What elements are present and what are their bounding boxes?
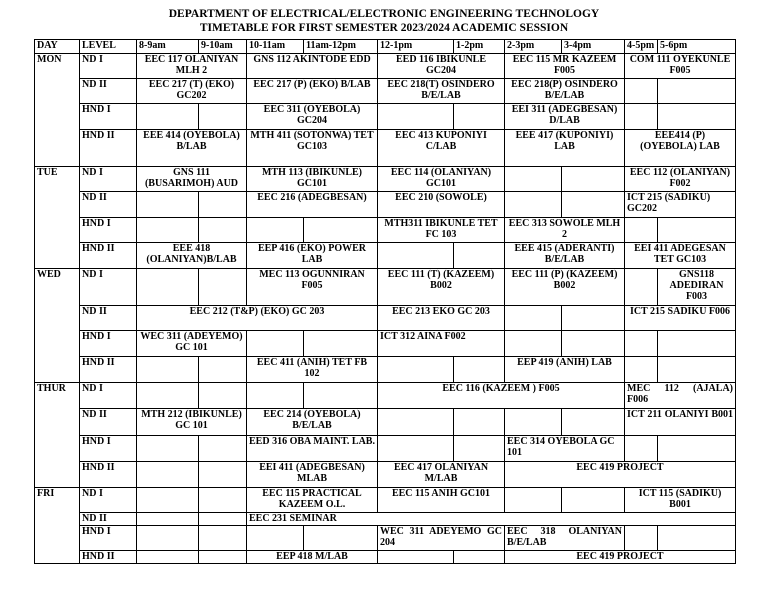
empty-cell [562, 331, 625, 357]
level-label: ND I [80, 54, 137, 79]
empty-cell [625, 436, 658, 462]
empty-cell [304, 331, 378, 357]
class-cell: EEC 417 OLANIYAN M/LAB [378, 462, 505, 488]
empty-cell [304, 526, 378, 551]
class-cell: ICT 211 OLANIYI B001 [625, 409, 736, 436]
day-friday: FRI [35, 488, 80, 564]
class-cell: EEC 115 PRACTICAL KAZEEM O.L. [247, 488, 378, 513]
empty-cell [562, 306, 625, 331]
empty-cell [562, 409, 625, 436]
day-wednesday: WED [35, 269, 80, 383]
level-label: ND II [80, 192, 137, 218]
empty-cell [199, 488, 247, 513]
table-row [35, 306, 736, 331]
level-label: ND I [80, 167, 137, 192]
class-cell: MTH 212 (IBIKUNLE) GC 101 [137, 409, 247, 436]
empty-cell [454, 357, 505, 383]
header-time: 1-2pm [454, 40, 505, 54]
table-row [35, 79, 736, 104]
table-row [35, 551, 736, 564]
empty-cell [378, 104, 454, 130]
empty-cell [199, 436, 247, 462]
class-cell: EEC 214 (OYEBOLA) B/E/LAB [247, 409, 378, 436]
class-cell: EEC 314 OYEBOLA GC 101 [505, 436, 625, 462]
table-row [35, 488, 736, 513]
timetable-title-session: TIMETABLE FOR FIRST SEMESTER 2023/2024 ACADEMIC SESSION [199, 22, 569, 34]
class-cell: EEP 416 (EKO) POWER LAB [247, 243, 378, 269]
empty-cell [199, 218, 247, 243]
table-row [35, 409, 736, 436]
empty-cell [454, 436, 505, 462]
empty-cell [199, 551, 247, 564]
empty-cell [625, 269, 658, 306]
level-label: HND I [80, 526, 137, 551]
class-cell: EED 116 IBIKUNLE GC204 [378, 54, 505, 79]
class-cell: MEC 113 OGUNNIRAN F005 [247, 269, 378, 306]
empty-cell [378, 357, 454, 383]
empty-cell [247, 526, 304, 551]
empty-cell [247, 331, 304, 357]
class-cell: EEP 419 (ANIH) LAB [505, 357, 625, 383]
class-cell: EEC 115 ANIH GC101 [378, 488, 505, 513]
class-cell: EEC 112 (OLANIYAN) F002 [625, 167, 736, 192]
empty-cell [199, 383, 247, 409]
class-cell: EEC 313 SOWOLE MLH 2 [505, 218, 625, 243]
table-row [35, 104, 736, 130]
day-tuesday: TUE [35, 167, 80, 269]
class-cell: EEC 212 (T&P) (EKO) GC 203 [137, 306, 378, 331]
header-time: 11am-12pm [304, 40, 378, 54]
table-row [35, 513, 736, 526]
empty-cell [505, 331, 562, 357]
empty-cell [562, 167, 625, 192]
level-label: HND I [80, 218, 137, 243]
level-label: ND I [80, 383, 137, 409]
table-row [35, 436, 736, 462]
empty-cell [505, 488, 562, 513]
level-label: ND II [80, 513, 137, 526]
class-cell: EEC 213 EKO GC 203 [378, 306, 505, 331]
empty-cell [505, 192, 562, 218]
class-cell: COM 111 OYEKUNLE F005 [625, 54, 736, 79]
empty-cell [505, 409, 562, 436]
header-time: 10-11am [247, 40, 304, 54]
class-cell: EEP 418 M/LAB [247, 551, 378, 564]
timetable [34, 39, 736, 564]
empty-cell [137, 218, 199, 243]
header-time: 5-6pm [658, 40, 736, 54]
class-cell: EEE 414 (OYEBOLA) B/LAB [137, 130, 247, 167]
class-cell: WEC 311 (ADEYEMO) GC 101 [137, 331, 247, 357]
class-cell: EEC 115 MR KAZEEM F005 [505, 54, 625, 79]
class-cell: GNS 111 (BUSARIMOH) AUD [137, 167, 247, 192]
class-cell: EEC 411 (ANIH) TET FB 102 [247, 357, 378, 383]
class-cell: EEC 116 (KAZEEM ) F005 [378, 383, 625, 409]
empty-cell [247, 383, 304, 409]
empty-cell [454, 551, 505, 564]
timetable-title-department: DEPARTMENT OF ELECTRICAL/ELECTRONIC ENGINEERING TECHNOLOGY [168, 8, 600, 20]
empty-cell [137, 104, 199, 130]
empty-cell [658, 357, 736, 383]
class-cell: EEE 418 (OLANIYAN)B/LAB [137, 243, 247, 269]
empty-cell [199, 269, 247, 306]
level-label: HND II [80, 357, 137, 383]
empty-cell [625, 526, 658, 551]
empty-cell [454, 409, 505, 436]
empty-cell [199, 192, 247, 218]
empty-cell [658, 104, 736, 130]
class-cell: ICT 312 AINA F002 [378, 331, 505, 357]
empty-cell [137, 526, 199, 551]
table-row [35, 357, 736, 383]
class-cell: MEC 112 (AJALA) F006 [625, 383, 736, 409]
table-row [35, 526, 736, 551]
empty-cell [625, 218, 658, 243]
empty-cell [199, 462, 247, 488]
empty-cell [304, 218, 378, 243]
level-label: HND I [80, 436, 137, 462]
class-cell: EEE 415 (ADERANTI) B/E/LAB [505, 243, 625, 269]
table-row [35, 269, 736, 306]
class-cell: EEC 217 (P) (EKO) B/LAB [247, 79, 378, 104]
table-row [35, 130, 736, 167]
empty-cell [505, 167, 562, 192]
level-label: ND I [80, 488, 137, 513]
table-row [35, 243, 736, 269]
class-cell: EEC 218(P) OSINDERO B/E/LAB [505, 79, 625, 104]
empty-cell [658, 218, 736, 243]
class-cell: EEC 217 (T) (EKO) GC202 [137, 79, 247, 104]
table-row [35, 331, 736, 357]
class-cell: ICT 215 SADIKU F006 [625, 306, 736, 331]
class-cell: EED 316 OBA MAINT. LAB. [247, 436, 378, 462]
level-label: HND II [80, 551, 137, 564]
class-cell: EEI 411 (ADEGBESAN) MLAB [247, 462, 378, 488]
class-cell: EEI 311 (ADEGBESAN) D/LAB [505, 104, 625, 130]
table-row [35, 383, 736, 409]
empty-cell [562, 192, 625, 218]
empty-cell [658, 526, 736, 551]
empty-cell [137, 551, 199, 564]
level-label: HND II [80, 130, 137, 167]
empty-cell [199, 526, 247, 551]
empty-cell [658, 79, 736, 104]
empty-cell [137, 383, 199, 409]
class-cell: EEC 216 (ADEGBESAN) [247, 192, 378, 218]
header-time: 9-10am [199, 40, 247, 54]
empty-cell [199, 357, 247, 383]
empty-cell [137, 436, 199, 462]
class-cell: EEC 117 OLANIYAN MLH 2 [137, 54, 247, 79]
class-cell: GNS118 ADEDIRAN F003 [658, 269, 736, 306]
class-cell: EEC 111 (T) (KAZEEM) B002 [378, 269, 505, 306]
empty-cell [658, 331, 736, 357]
empty-cell [378, 409, 454, 436]
empty-cell [625, 357, 658, 383]
empty-cell [625, 331, 658, 357]
empty-cell [137, 462, 199, 488]
class-cell: EEC 218(T) OSINDERO B/E/LAB [378, 79, 505, 104]
class-cell: EEC 311 (OYEBOLA) GC204 [247, 104, 378, 130]
table-row [35, 218, 736, 243]
table-row [35, 167, 736, 192]
day-thursday: THUR [35, 383, 80, 488]
level-label: HND II [80, 243, 137, 269]
class-cell: EEC 419 PROJECT [505, 551, 736, 564]
class-cell: MTH 411 (SOTONWA) TET GC103 [247, 130, 378, 167]
level-label: HND II [80, 462, 137, 488]
class-cell: ICT 115 (SADIKU) B001 [625, 488, 736, 513]
empty-cell [304, 383, 378, 409]
header-time: 12-1pm [378, 40, 454, 54]
class-cell: EEE414 (P) (OYEBOLA) LAB [625, 130, 736, 167]
level-label: HND I [80, 104, 137, 130]
class-cell: EEC 231 SEMINAR [247, 513, 736, 526]
day-monday: MON [35, 54, 80, 167]
empty-cell [199, 104, 247, 130]
level-label: ND II [80, 306, 137, 331]
empty-cell [658, 436, 736, 462]
empty-cell [199, 513, 247, 526]
header-time: 2-3pm [505, 40, 562, 54]
empty-cell [562, 488, 625, 513]
empty-cell [505, 306, 562, 331]
empty-cell [454, 243, 505, 269]
empty-cell [137, 513, 199, 526]
empty-cell [137, 488, 199, 513]
class-cell: EEC 111 (P) (KAZEEM) B002 [505, 269, 625, 306]
table-row [35, 54, 736, 79]
empty-cell [454, 104, 505, 130]
header-time: 8-9am [137, 40, 199, 54]
class-cell: EEI 411 ADEGESAN TET GC103 [625, 243, 736, 269]
empty-cell [137, 357, 199, 383]
level-label: ND II [80, 79, 137, 104]
class-cell: EEC 318 OLANIYAN B/E/LAB [505, 526, 625, 551]
empty-cell [378, 436, 454, 462]
class-cell: EEE 417 (KUPONIYI) LAB [505, 130, 625, 167]
class-cell: GNS 112 AKINTODE EDD [247, 54, 378, 79]
level-label: ND I [80, 269, 137, 306]
header-time: 4-5pm [625, 40, 658, 54]
class-cell: EEC 210 (SOWOLE) [378, 192, 505, 218]
class-cell: ICT 215 (SADIKU) GC202 [625, 192, 736, 218]
table-row [35, 192, 736, 218]
header-time: 3-4pm [562, 40, 625, 54]
empty-cell [137, 269, 199, 306]
class-cell: EEC 419 PROJECT [505, 462, 736, 488]
header-row [35, 40, 736, 54]
empty-cell [378, 551, 454, 564]
class-cell: WEC 311 ADEYEMO GC 204 [378, 526, 505, 551]
empty-cell [625, 79, 658, 104]
header-day: DAY [35, 40, 80, 54]
class-cell: MTH311 IBIKUNLE TET FC 103 [378, 218, 505, 243]
table-row [35, 462, 736, 488]
empty-cell [137, 192, 199, 218]
class-cell: EEC 114 (OLANIYAN) GC101 [378, 167, 505, 192]
empty-cell [247, 218, 304, 243]
empty-cell [625, 104, 658, 130]
header-level: LEVEL [80, 40, 137, 54]
class-cell: MTH 113 (IBIKUNLE) GC101 [247, 167, 378, 192]
level-label: ND II [80, 409, 137, 436]
level-label: HND I [80, 331, 137, 357]
empty-cell [378, 243, 454, 269]
class-cell: EEC 413 KUPONIYI C/LAB [378, 130, 505, 167]
